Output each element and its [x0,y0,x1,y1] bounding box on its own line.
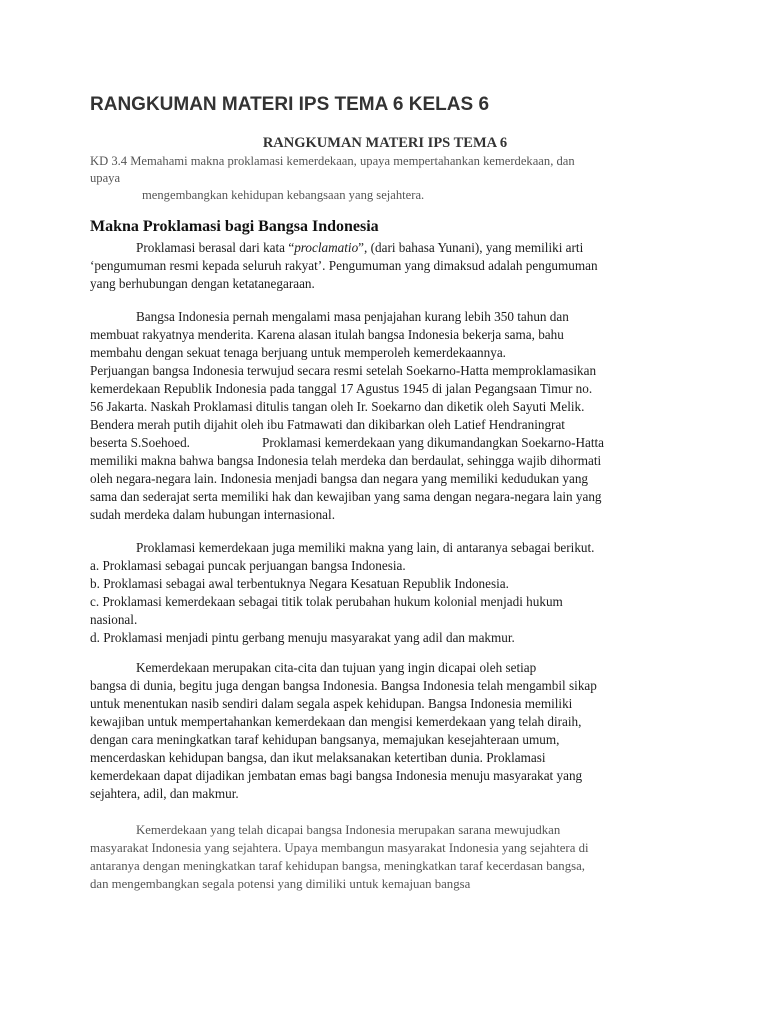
text-line: kemerdekaan Republik Indonesia pada tanggal 17 Agustus 1945 di jalan Pegangsaan Timur no. [90,381,593,396]
text-line: ‘pengumuman resmi kepada seluruh rakyat’. Pengumuman yang dimaksud adalah pengumuman [90,258,598,273]
text-line: oleh negara-negara lain. Indonesia menjadi bangsa dan negara yang memiliki kedudukan yang [90,471,589,486]
document-subtitle: RANGKUMAN MATERI IPS TEMA 6 [262,135,508,151]
paragraph-definition [90,239,686,293]
text-line: untuk menentukan nasib sendiri dalam segala aspek kehidupan. Bangsa Indonesia memiliki [90,696,573,711]
text-line: Bendera merah putih dijahit oleh ibu Fatmawati dan dikibarkan oleh Latief Hendraningrat [90,417,565,432]
text-line: membuat rakyatnya menderita. Karena alasan itulah bangsa Indonesia bekerja sama, bahu [90,327,564,342]
list-item: c. Proklamasi kemerdekaan sebagai titik tolak perubahan hukum kolonial menjadi hukum [90,594,563,609]
text-fragment: ”, (dari bahasa Yunani), yang memiliki arti [358,240,584,255]
paragraph-independence [90,659,686,803]
text-line: Kemerdekaan merupakan cita-cita dan tujuan yang ingin dicapai oleh setiap [136,660,537,675]
text-line [90,239,686,257]
text-line: bangsa di dunia, begitu juga dengan bangsa Indonesia. Bangsa Indonesia telah mengambil sikap [90,678,597,693]
list-item: b. Proklamasi sebagai awal terbentuknya Negara Kesatuan Republik Indonesia. [90,576,509,591]
text-line: yang berhubungan dengan ketatanegaraan. [90,276,315,291]
text-line: dan mengembangkan segala potensi yang dimiliki untuk kemajuan bangsa [90,877,471,891]
text-line: antaranya dengan meningkatkan taraf kehidupan bangsa, meningkatkan taraf kecerdasan bangsa, [90,859,585,873]
text-line: Proklamasi kemerdekaan juga memiliki makna yang lain, di antaranya sebagai berikut. [136,540,595,555]
paragraph-welfare [90,821,686,893]
paragraph-meanings-list [90,539,686,647]
text-fragment: beserta S.Soehoed. [90,435,190,450]
text-line: kemerdekaan dapat dijadikan jembatan emas bagi bangsa Indonesia menuju masyarakat yang [90,768,583,783]
text-line: sejahtera, adil, dan makmur. [90,786,239,801]
text-line: Bangsa Indonesia pernah mengalami masa penjajahan kurang lebih 350 tahun dan [136,309,569,324]
text-line: sama dan sederajat serta memiliki hak dan kewajiban yang sama dengan negara-negara lain yang [90,489,602,504]
text-line: masyarakat Indonesia yang sejahtera. Upaya membangun masyarakat Indonesia yang sejahtera di [90,841,589,855]
text-line: 56 Jakarta. Naskah Proklamasi ditulis tangan oleh Ir. Soekarno dan diketik oleh Sayuti Melik. [90,399,585,414]
text-line: memiliki makna bahwa bangsa Indonesia telah merdeka dan berdaulat, sehingga wajib dihormati [90,453,602,468]
text-line: mencerdaskan kehidupan bangsa, dan ikut melaksanakan ketertiban dunia. Proklamasi [90,750,546,765]
list-item-continuation: nasional. [90,612,138,627]
competency-line: upaya [90,171,121,185]
text-fragment: Proklamasi kemerdekaan yang dikumandangkan Soekarno-Hatta [261,435,605,450]
text-line: dengan cara meningkatkan taraf kehidupan bangsanya, memajukan kesejahteraan umum, [90,732,560,747]
text-line [90,434,686,452]
list-item: a. Proklamasi sebagai puncak perjuangan bangsa Indonesia. [90,558,406,573]
text-line: Perjuangan bangsa Indonesia terwujud secara resmi setelah Soekarno-Hatta memproklamasikan [90,363,597,378]
competency-line: mengembangkan kehidupan kebangsaan yang sejahtera. [142,188,425,202]
text-line: Kemerdekaan yang telah dicapai bangsa Indonesia merupakan sarana mewujudkan [136,823,561,837]
text-line: sudah merdeka dalam hubungan internasional. [90,507,335,522]
competency-statement [90,153,680,204]
page-title: RANGKUMAN MATERI IPS TEMA 6 KELAS 6 [90,94,490,115]
list-item: d. Proklamasi menjadi pintu gerbang menuju masyarakat yang adil dan makmur. [90,630,515,645]
paragraph-history [90,308,686,524]
text-line: membahu dengan sekuat tenaga berjuang untuk memperoleh kemerdekaannya. [90,345,506,360]
competency-line: KD 3.4 Memahami makna proklamasi kemerdekaan, upaya mempertahankan kemerdekaan, dan [90,154,575,168]
section-heading: Makna Proklamasi bagi Bangsa Indonesia [90,218,379,235]
text-fragment: Proklamasi berasal dari kata “ [136,240,295,255]
italic-term: proclamatio [294,240,359,255]
text-line: kewajiban untuk mempertahankan kemerdekaan dan mengisi kemerdekaan yang telah diraih, [90,714,582,729]
